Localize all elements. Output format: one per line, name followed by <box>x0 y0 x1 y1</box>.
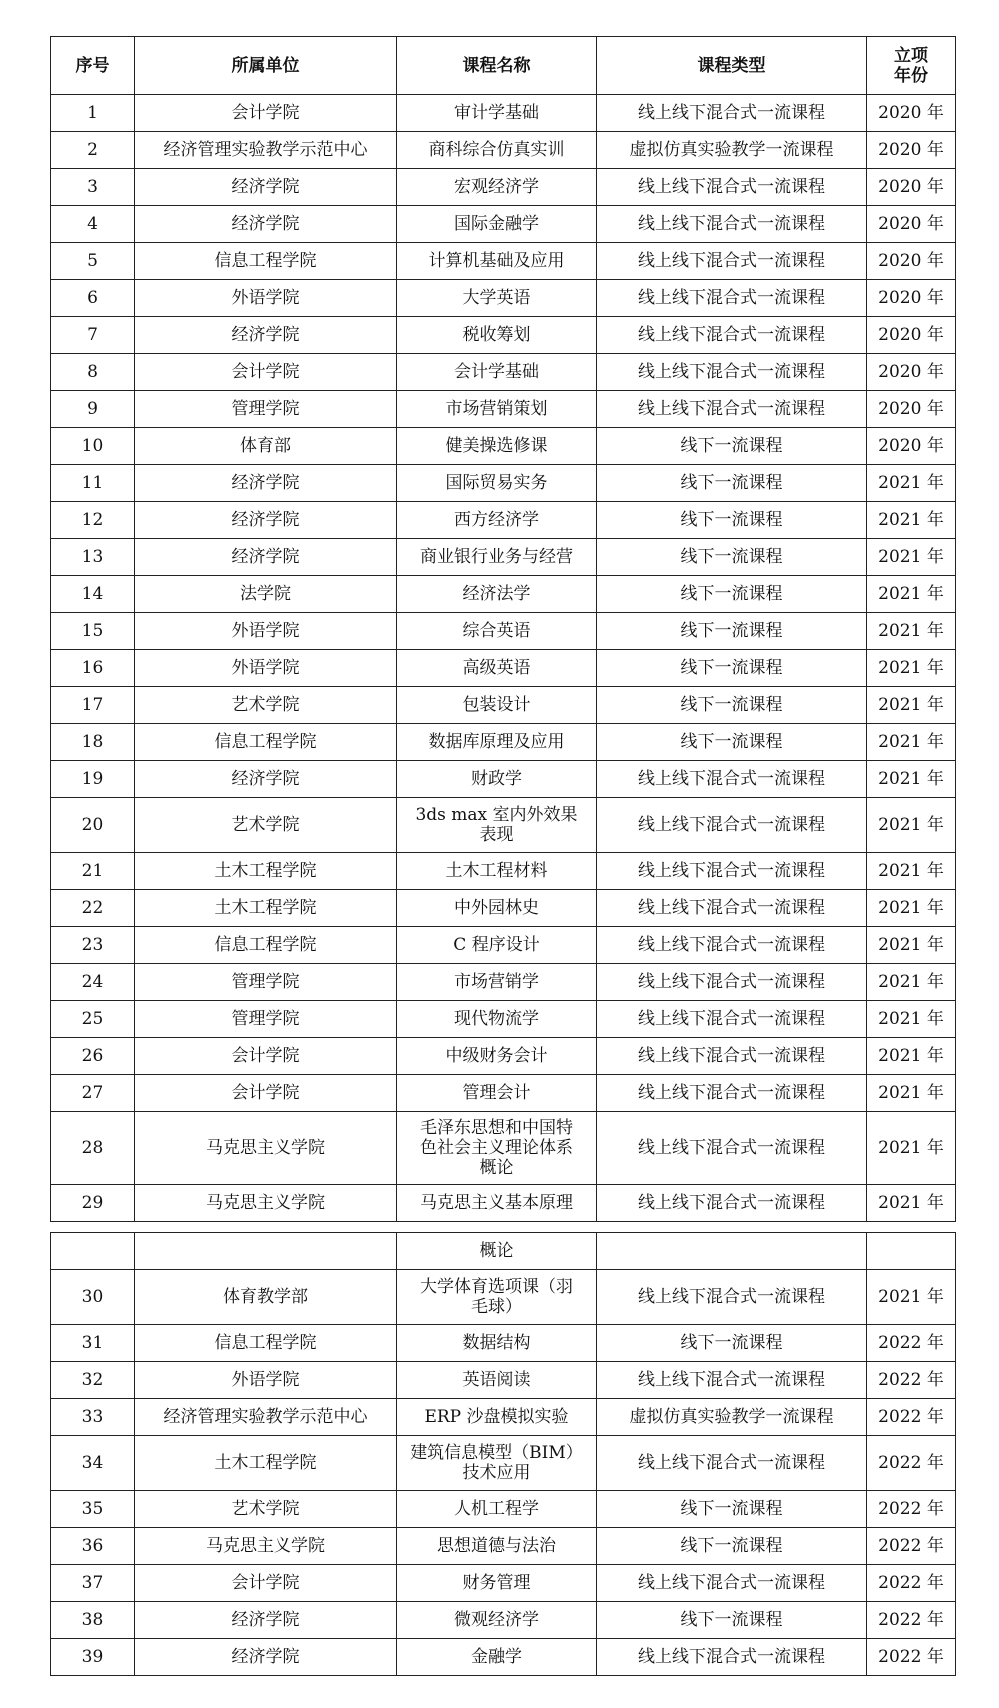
cell-index: 14 <box>51 576 135 613</box>
cell-course-type: 线上线下混合式一流课程 <box>597 1565 867 1602</box>
cell-course-type: 线上线下混合式一流课程 <box>597 1075 867 1112</box>
cell-index: 36 <box>51 1528 135 1565</box>
course-table <box>50 36 956 1222</box>
cell-course-name: 包装设计 <box>397 687 597 724</box>
cell-course-type: 线下一流课程 <box>597 724 867 761</box>
course-table-continued <box>50 1232 956 1676</box>
table-header-row <box>51 37 956 95</box>
cell-index: 31 <box>51 1325 135 1362</box>
cell-course-type: 线上线下混合式一流课程 <box>597 927 867 964</box>
table-row <box>51 927 956 964</box>
cell-unit: 管理学院 <box>135 391 397 428</box>
cell-year: 2022 年 <box>867 1491 956 1528</box>
cell-index: 29 <box>51 1185 135 1222</box>
cell-unit: 马克思主义学院 <box>135 1112 397 1185</box>
cell-course-name: 财务管理 <box>397 1565 597 1602</box>
cell-course-name: 思想道德与法治 <box>397 1528 597 1565</box>
cell-course-name: 中级财务会计 <box>397 1038 597 1075</box>
cell-unit: 经济学院 <box>135 317 397 354</box>
table-row <box>51 1112 956 1185</box>
cell-course-name: 金融学 <box>397 1639 597 1676</box>
table-row <box>51 687 956 724</box>
cell-course-name: 建筑信息模型（BIM） 技术应用 <box>397 1436 597 1491</box>
cell-course-name: 毛泽东思想和中国特 色社会主义理论体系 概论 <box>397 1112 597 1185</box>
cell-year: 2022 年 <box>867 1399 956 1436</box>
table-row <box>51 1362 956 1399</box>
cell-index: 1 <box>51 95 135 132</box>
cell-year: 2021 年 <box>867 650 956 687</box>
cell-year: 2021 年 <box>867 853 956 890</box>
cell-year: 2021 年 <box>867 1001 956 1038</box>
cell-index <box>51 1233 135 1270</box>
table-row <box>51 1270 956 1325</box>
cell-course-type: 线下一流课程 <box>597 650 867 687</box>
cell-index: 21 <box>51 853 135 890</box>
cell-course-name: 3ds max 室内外效果 表现 <box>397 798 597 853</box>
cell-course-type: 线上线下混合式一流课程 <box>597 243 867 280</box>
table-row <box>51 761 956 798</box>
cell-year: 2021 年 <box>867 761 956 798</box>
cell-course-type: 线上线下混合式一流课程 <box>597 391 867 428</box>
cell-course-name: 国际金融学 <box>397 206 597 243</box>
cell-unit: 外语学院 <box>135 1362 397 1399</box>
table-row <box>51 724 956 761</box>
cell-year: 2021 年 <box>867 1270 956 1325</box>
cell-year: 2021 年 <box>867 890 956 927</box>
cell-course-type: 线上线下混合式一流课程 <box>597 1112 867 1185</box>
cell-unit: 经济管理实验教学示范中心 <box>135 1399 397 1436</box>
cell-index: 9 <box>51 391 135 428</box>
cell-course-name: 高级英语 <box>397 650 597 687</box>
table-row <box>51 243 956 280</box>
cell-year: 2022 年 <box>867 1639 956 1676</box>
cell-index: 26 <box>51 1038 135 1075</box>
cell-course-type: 线下一流课程 <box>597 613 867 650</box>
cell-course-type: 线上线下混合式一流课程 <box>597 206 867 243</box>
cell-unit: 会计学院 <box>135 1075 397 1112</box>
cell-course-type: 虚拟仿真实验教学一流课程 <box>597 1399 867 1436</box>
cell-index: 10 <box>51 428 135 465</box>
cell-course-name: 计算机基础及应用 <box>397 243 597 280</box>
cell-unit: 经济管理实验教学示范中心 <box>135 132 397 169</box>
cell-course-type: 线下一流课程 <box>597 1491 867 1528</box>
cell-year: 2020 年 <box>867 354 956 391</box>
cell-year: 2021 年 <box>867 1075 956 1112</box>
cell-unit: 经济学院 <box>135 465 397 502</box>
cell-index: 32 <box>51 1362 135 1399</box>
table-row <box>51 576 956 613</box>
cell-unit: 外语学院 <box>135 280 397 317</box>
cell-course-name: 土木工程材料 <box>397 853 597 890</box>
cell-index: 16 <box>51 650 135 687</box>
table-row <box>51 1565 956 1602</box>
cell-unit: 信息工程学院 <box>135 1325 397 1362</box>
cell-year: 2021 年 <box>867 613 956 650</box>
cell-course-name: 人机工程学 <box>397 1491 597 1528</box>
cell-course-type: 线上线下混合式一流课程 <box>597 354 867 391</box>
cell-course-type: 线上线下混合式一流课程 <box>597 761 867 798</box>
cell-index: 12 <box>51 502 135 539</box>
cell-year: 2021 年 <box>867 927 956 964</box>
cell-unit: 外语学院 <box>135 613 397 650</box>
cell-index: 18 <box>51 724 135 761</box>
cell-index: 8 <box>51 354 135 391</box>
table-row <box>51 1528 956 1565</box>
table-row <box>51 798 956 853</box>
cell-index: 24 <box>51 964 135 1001</box>
cell-course-type: 线上线下混合式一流课程 <box>597 964 867 1001</box>
cell-index: 6 <box>51 280 135 317</box>
header-course-type: 课程类型 <box>597 37 867 95</box>
cell-year: 2020 年 <box>867 95 956 132</box>
table-row <box>51 280 956 317</box>
cell-year: 2020 年 <box>867 132 956 169</box>
table-row <box>51 1038 956 1075</box>
cell-year: 2021 年 <box>867 724 956 761</box>
cell-unit: 经济学院 <box>135 539 397 576</box>
cell-unit: 管理学院 <box>135 1001 397 1038</box>
cell-course-name: 综合英语 <box>397 613 597 650</box>
table-row <box>51 391 956 428</box>
cell-unit: 信息工程学院 <box>135 243 397 280</box>
cell-index: 30 <box>51 1270 135 1325</box>
table-row <box>51 465 956 502</box>
table-row <box>51 502 956 539</box>
table-row <box>51 1491 956 1528</box>
table-row <box>51 1233 956 1270</box>
cell-course-name: 税收筹划 <box>397 317 597 354</box>
cell-course-name: 财政学 <box>397 761 597 798</box>
cell-course-name: 健美操选修课 <box>397 428 597 465</box>
cell-index: 3 <box>51 169 135 206</box>
cell-unit: 信息工程学院 <box>135 724 397 761</box>
cell-course-type: 线上线下混合式一流课程 <box>597 169 867 206</box>
cell-course-type: 线下一流课程 <box>597 1325 867 1362</box>
cell-unit: 体育教学部 <box>135 1270 397 1325</box>
cell-year: 2021 年 <box>867 465 956 502</box>
cell-course-type: 线上线下混合式一流课程 <box>597 1001 867 1038</box>
cell-course-name: 概论 <box>397 1233 597 1270</box>
cell-course-name: 英语阅读 <box>397 1362 597 1399</box>
cell-year: 2021 年 <box>867 1185 956 1222</box>
cell-course-type: 线上线下混合式一流课程 <box>597 853 867 890</box>
cell-index: 17 <box>51 687 135 724</box>
cell-course-type: 虚拟仿真实验教学一流课程 <box>597 132 867 169</box>
cell-index: 2 <box>51 132 135 169</box>
cell-year: 2020 年 <box>867 243 956 280</box>
cell-unit: 会计学院 <box>135 1038 397 1075</box>
cell-year: 2022 年 <box>867 1436 956 1491</box>
cell-unit: 会计学院 <box>135 354 397 391</box>
cell-unit: 马克思主义学院 <box>135 1528 397 1565</box>
cell-course-name: 马克思主义基本原理 <box>397 1185 597 1222</box>
cell-unit: 土木工程学院 <box>135 853 397 890</box>
cell-index: 27 <box>51 1075 135 1112</box>
table-row <box>51 613 956 650</box>
cell-course-name: 中外园林史 <box>397 890 597 927</box>
table-row <box>51 95 956 132</box>
cell-course-name: 微观经济学 <box>397 1602 597 1639</box>
cell-index: 20 <box>51 798 135 853</box>
cell-index: 4 <box>51 206 135 243</box>
cell-unit <box>135 1233 397 1270</box>
cell-index: 19 <box>51 761 135 798</box>
cell-course-name: 市场营销策划 <box>397 391 597 428</box>
cell-course-type: 线上线下混合式一流课程 <box>597 1639 867 1676</box>
header-unit: 所属单位 <box>135 37 397 95</box>
cell-index: 15 <box>51 613 135 650</box>
cell-course-type: 线上线下混合式一流课程 <box>597 95 867 132</box>
cell-year: 2021 年 <box>867 798 956 853</box>
cell-index: 11 <box>51 465 135 502</box>
cell-course-type: 线下一流课程 <box>597 465 867 502</box>
cell-year: 2020 年 <box>867 428 956 465</box>
table-row <box>51 1639 956 1676</box>
cell-course-type: 线下一流课程 <box>597 539 867 576</box>
cell-year <box>867 1233 956 1270</box>
cell-course-type: 线上线下混合式一流课程 <box>597 317 867 354</box>
cell-year: 2020 年 <box>867 280 956 317</box>
header-index: 序号 <box>51 37 135 95</box>
cell-course-name: 数据结构 <box>397 1325 597 1362</box>
cell-unit: 经济学院 <box>135 502 397 539</box>
cell-course-type: 线上线下混合式一流课程 <box>597 798 867 853</box>
cell-course-name: 国际贸易实务 <box>397 465 597 502</box>
cell-unit: 经济学院 <box>135 761 397 798</box>
table-row <box>51 1185 956 1222</box>
cell-unit: 经济学院 <box>135 1639 397 1676</box>
cell-year: 2022 年 <box>867 1362 956 1399</box>
cell-year: 2022 年 <box>867 1325 956 1362</box>
cell-unit: 管理学院 <box>135 964 397 1001</box>
table-row <box>51 1399 956 1436</box>
cell-year: 2020 年 <box>867 206 956 243</box>
cell-course-name: 管理会计 <box>397 1075 597 1112</box>
cell-course-name: 会计学基础 <box>397 354 597 391</box>
cell-year: 2020 年 <box>867 169 956 206</box>
cell-course-type: 线上线下混合式一流课程 <box>597 1270 867 1325</box>
cell-course-name: 大学体育选项课（羽 毛球） <box>397 1270 597 1325</box>
cell-unit: 会计学院 <box>135 1565 397 1602</box>
table-row <box>51 1602 956 1639</box>
table-row <box>51 132 956 169</box>
cell-course-type: 线上线下混合式一流课程 <box>597 1436 867 1491</box>
cell-course-name: 宏观经济学 <box>397 169 597 206</box>
cell-course-type: 线上线下混合式一流课程 <box>597 890 867 927</box>
cell-course-type: 线上线下混合式一流课程 <box>597 1362 867 1399</box>
cell-course-name: 商科综合仿真实训 <box>397 132 597 169</box>
table-row <box>51 317 956 354</box>
table-row <box>51 354 956 391</box>
cell-year: 2021 年 <box>867 1112 956 1185</box>
cell-index: 39 <box>51 1639 135 1676</box>
cell-year: 2021 年 <box>867 502 956 539</box>
cell-course-name: 现代物流学 <box>397 1001 597 1038</box>
cell-index: 38 <box>51 1602 135 1639</box>
cell-index: 28 <box>51 1112 135 1185</box>
table-row <box>51 853 956 890</box>
table-row <box>51 1001 956 1038</box>
cell-course-name: 数据库原理及应用 <box>397 724 597 761</box>
cell-course-name: 审计学基础 <box>397 95 597 132</box>
cell-unit: 外语学院 <box>135 650 397 687</box>
cell-course-name: 商业银行业务与经营 <box>397 539 597 576</box>
cell-course-type: 线上线下混合式一流课程 <box>597 280 867 317</box>
cell-year: 2022 年 <box>867 1565 956 1602</box>
cell-index: 13 <box>51 539 135 576</box>
table-row <box>51 428 956 465</box>
cell-course-type: 线下一流课程 <box>597 1602 867 1639</box>
table-row <box>51 1436 956 1491</box>
cell-index: 33 <box>51 1399 135 1436</box>
cell-index: 25 <box>51 1001 135 1038</box>
cell-unit: 艺术学院 <box>135 798 397 853</box>
cell-index: 37 <box>51 1565 135 1602</box>
cell-unit: 经济学院 <box>135 169 397 206</box>
table-row <box>51 890 956 927</box>
cell-year: 2021 年 <box>867 1038 956 1075</box>
cell-year: 2020 年 <box>867 391 956 428</box>
cell-course-type: 线上线下混合式一流课程 <box>597 1185 867 1222</box>
cell-unit: 土木工程学院 <box>135 1436 397 1491</box>
cell-course-name: C 程序设计 <box>397 927 597 964</box>
cell-year: 2021 年 <box>867 576 956 613</box>
cell-course-type: 线下一流课程 <box>597 576 867 613</box>
cell-course-type <box>597 1233 867 1270</box>
table-row <box>51 650 956 687</box>
table-row <box>51 206 956 243</box>
cell-course-type: 线上线下混合式一流课程 <box>597 1038 867 1075</box>
header-course-name: 课程名称 <box>397 37 597 95</box>
cell-index: 5 <box>51 243 135 280</box>
cell-unit: 艺术学院 <box>135 1491 397 1528</box>
cell-course-type: 线下一流课程 <box>597 687 867 724</box>
cell-year: 2021 年 <box>867 687 956 724</box>
cell-unit: 会计学院 <box>135 95 397 132</box>
cell-unit: 马克思主义学院 <box>135 1185 397 1222</box>
cell-year: 2021 年 <box>867 539 956 576</box>
cell-year: 2020 年 <box>867 317 956 354</box>
cell-index: 7 <box>51 317 135 354</box>
cell-year: 2022 年 <box>867 1602 956 1639</box>
cell-unit: 艺术学院 <box>135 687 397 724</box>
cell-year: 2021 年 <box>867 964 956 1001</box>
cell-index: 34 <box>51 1436 135 1491</box>
cell-unit: 土木工程学院 <box>135 890 397 927</box>
cell-course-name: 大学英语 <box>397 280 597 317</box>
cell-index: 22 <box>51 890 135 927</box>
table-row <box>51 964 956 1001</box>
cell-course-type: 线下一流课程 <box>597 1528 867 1565</box>
cell-index: 23 <box>51 927 135 964</box>
cell-unit: 经济学院 <box>135 206 397 243</box>
table-row <box>51 1075 956 1112</box>
table-row <box>51 1325 956 1362</box>
cell-unit: 法学院 <box>135 576 397 613</box>
cell-course-type: 线下一流课程 <box>597 502 867 539</box>
cell-course-name: 市场营销学 <box>397 964 597 1001</box>
cell-unit: 经济学院 <box>135 1602 397 1639</box>
cell-index: 35 <box>51 1491 135 1528</box>
cell-course-name: 西方经济学 <box>397 502 597 539</box>
cell-unit: 体育部 <box>135 428 397 465</box>
cell-course-type: 线下一流课程 <box>597 428 867 465</box>
cell-unit: 信息工程学院 <box>135 927 397 964</box>
cell-course-name: ERP 沙盘模拟实验 <box>397 1399 597 1436</box>
table-row <box>51 169 956 206</box>
table-row <box>51 539 956 576</box>
header-year: 立项 年份 <box>867 37 956 95</box>
cell-course-name: 经济法学 <box>397 576 597 613</box>
cell-year: 2022 年 <box>867 1528 956 1565</box>
